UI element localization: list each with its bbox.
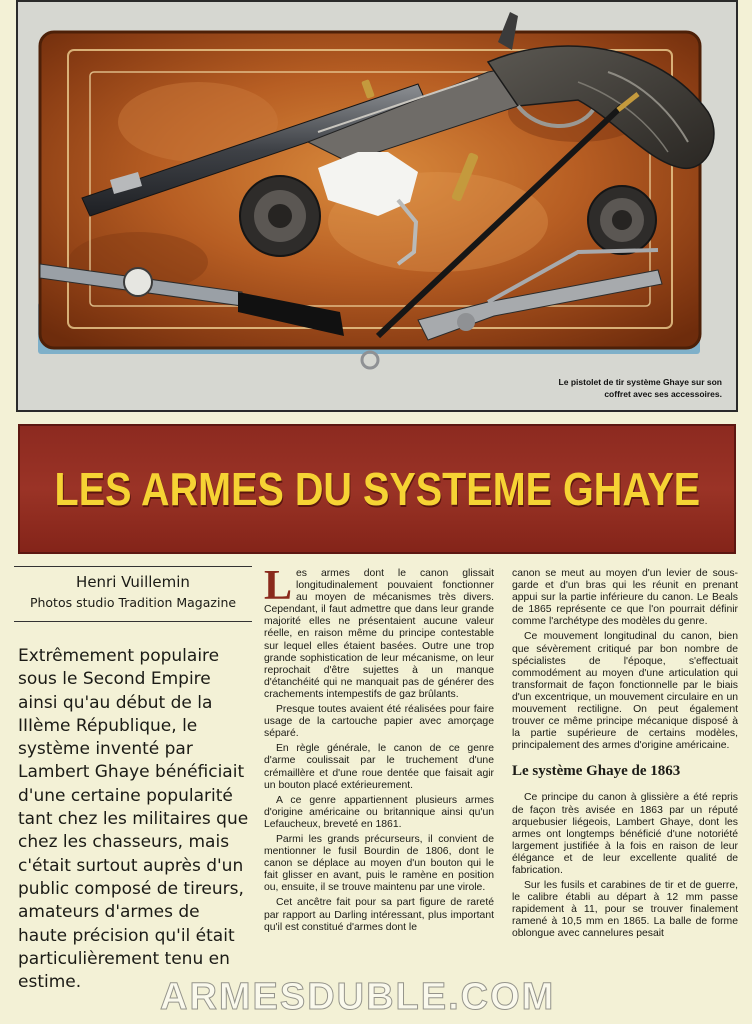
photo-caption <box>512 376 722 400</box>
intro-paragraph: Extrêmement populaire sous le Second Empire ainsi qu'au début de la IIIème République, le système inventé par Lambert Ghaye bénéficiait d'une certaine popularité tant chez les militaires que chez les chasseurs, mais c'était surtout auprès d'un public composé de tireurs, amateurs d'armes de haute précision qu'il était particulièrement tenu en estime. <box>18 646 249 993</box>
col2-paragraph-4: A ce genre appartiennent plusieurs armes d'origine américaine ou britannique ainsi qu'un Lefaucheux, breveté en 1861. <box>264 794 494 830</box>
byline <box>14 566 252 622</box>
site-watermark: ARMESDUBLE.COM <box>160 976 556 1018</box>
col2-paragraph-6: Cet ancêtre fait pour sa part figure de rareté par rapport au Darling intéressant, plus important qu'il est constitué d'armes dont le <box>264 897 494 933</box>
article-column-2 <box>264 563 494 937</box>
col2-paragraph-3: En règle générale, le canon de ce genre d'arme coulissait par le truchement d'une crémaillère et d'une roue dentée que faisait agir un bouton placé extérieurement. <box>264 743 494 791</box>
col3-paragraph-2: Ce mouvement longitudinal du canon, bien que sévèrement critiqué par bon nombre de spécialistes de l'époque, s'effectuait commodément au moyen d'une articulation qui transformait de façon fonctionnelle par le biais d'un excentrique, un mouvement circulaire en un mouvement rectiligne. On peut également trouver ce même principe mécanique disposé à la partie supérieure de certains modèles, principalement des armes d'origine américaine. <box>512 631 738 752</box>
caption-line-1: Le pistolet de tir système Ghaye sur son <box>558 377 722 387</box>
col3-paragraph-4: Sur les fusils et carabines de tir et de guerre, le calibre établi au départ à 12 mm passe rapidement à 11, pour se trouver finalement ramené à 10,5 mm en 1865. La balle de forme oblongue avec cannelures pesait <box>512 880 738 940</box>
title-banner <box>18 424 736 554</box>
col3-paragraph-1: canon se meut au moyen d'un levier de sous-garde et d'un bras qui les réunit en prenant appui sur la partie inférieure du canon. Le Beals de 1865 représente ce que l'on pourrait définir comme l'archétype des modèles du genre. <box>512 568 738 628</box>
section-heading: Le système Ghaye de 1863 <box>512 763 681 780</box>
article-column-3 <box>512 568 738 944</box>
caption-line-2: coffret avec ses accessoires. <box>604 389 722 399</box>
page-title: LES ARMES DU SYSTEME GHAYE <box>54 463 700 515</box>
author-name: Henri Vuillemin <box>76 573 190 591</box>
photo-panel <box>16 0 738 412</box>
col2-paragraph-5: Parmi les grands précurseurs, il convient de mentionner le fusil Bourdin de 1806, dont le canon se déplace au moyen d'un bouton qui le fait glisser en avant, puis le ramène en position ou, ensuite, il se trouve maintenu par une virole. <box>264 833 494 894</box>
drop-cap: L <box>264 563 293 609</box>
col3-paragraph-3: Ce principe du canon à glissière a été repris de façon très avisée en 1863 par un réputé arquebusier liégeois, Lambert Ghaye, dont les armes ont longtemps bénéficié d'une notoriété largement justifiée à la fois en raison de leur élégance et de leur excellente qualité de fabrication. <box>512 792 738 876</box>
photo-credit: Photos studio Tradition Magazine <box>29 595 237 610</box>
pistol-case-photo <box>18 2 738 412</box>
col2-paragraph-1 <box>264 563 494 701</box>
col2-paragraph-2: Presque toutes avaient été réalisées pour faire usage de la cartouche papier avec amorçage séparé. <box>264 704 494 740</box>
col2-paragraph-1-text: es armes dont le canon glissait longitudinalement pouvaient fonctionner au moyen de mécanismes très divers. Cependant, il faut admettre que dans leur grande majorité elles ne présentaient aucune valeur réelle, en raison même du principe contestable sur lequel elles étaient basées. Outre une trop grande sophistication de leur mécanisme, on leur reprochait d'être sujettes à un manque d'étanchéité qui ne manquait pas de générer des crachements intempestifs de gaz brûlants. <box>264 568 494 700</box>
